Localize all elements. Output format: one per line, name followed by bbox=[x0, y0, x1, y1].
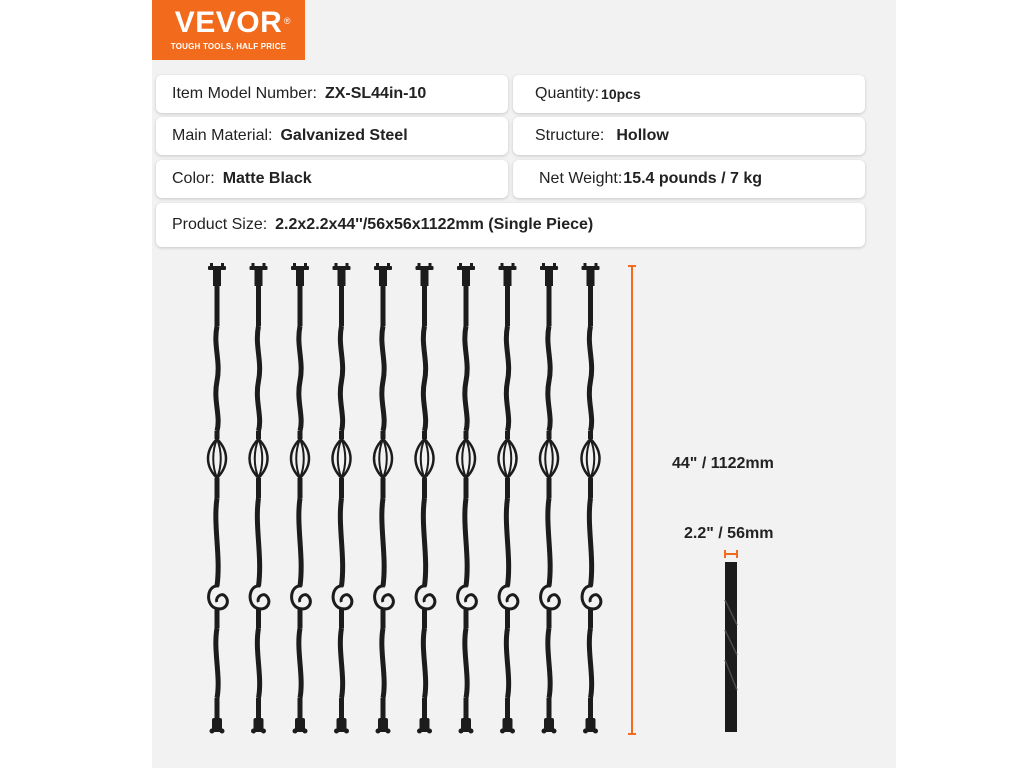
spec-label: Structure: bbox=[535, 127, 605, 144]
brand-tagline: TOUGH TOOLS, HALF PRICE bbox=[170, 42, 287, 51]
registered-mark: ® bbox=[283, 16, 291, 26]
baluster-7 bbox=[457, 263, 476, 734]
baluster-10 bbox=[582, 263, 601, 734]
baluster-6 bbox=[416, 263, 435, 734]
brand-name: VEVOR ® bbox=[174, 6, 291, 39]
width-label: 2.2" / 56mm bbox=[684, 525, 774, 542]
height-label: 44" / 1122mm bbox=[672, 455, 774, 472]
spec-value: 10pcs bbox=[601, 86, 641, 102]
baluster-1 bbox=[208, 263, 227, 734]
baluster-8 bbox=[499, 263, 518, 734]
spec-label: Color: bbox=[172, 170, 215, 187]
spec-label: Item Model Number: bbox=[172, 85, 317, 102]
spec-value: ZX-SL44in-10 bbox=[324, 85, 427, 102]
spec-value: Matte Black bbox=[222, 170, 312, 187]
spec-label: Net Weight: bbox=[539, 170, 623, 187]
closeup-baluster bbox=[725, 562, 737, 732]
baluster-row bbox=[208, 263, 601, 734]
baluster-5 bbox=[374, 263, 393, 734]
spec-label: Main Material: bbox=[172, 127, 273, 144]
spec-value: Galvanized Steel bbox=[280, 127, 408, 144]
spec-value: Hollow bbox=[616, 127, 669, 144]
baluster-4 bbox=[333, 263, 352, 734]
spec-label: Product Size: bbox=[172, 216, 268, 233]
spec-value: 15.4 pounds / 7 kg bbox=[623, 170, 762, 187]
baluster-2 bbox=[250, 263, 269, 734]
baluster-9 bbox=[540, 263, 559, 734]
spec-label: Quantity: bbox=[535, 85, 600, 102]
baluster-3 bbox=[291, 263, 310, 734]
spec-value: 2.2x2.2x44''/56x56x1122mm (Single Piece) bbox=[275, 216, 594, 233]
